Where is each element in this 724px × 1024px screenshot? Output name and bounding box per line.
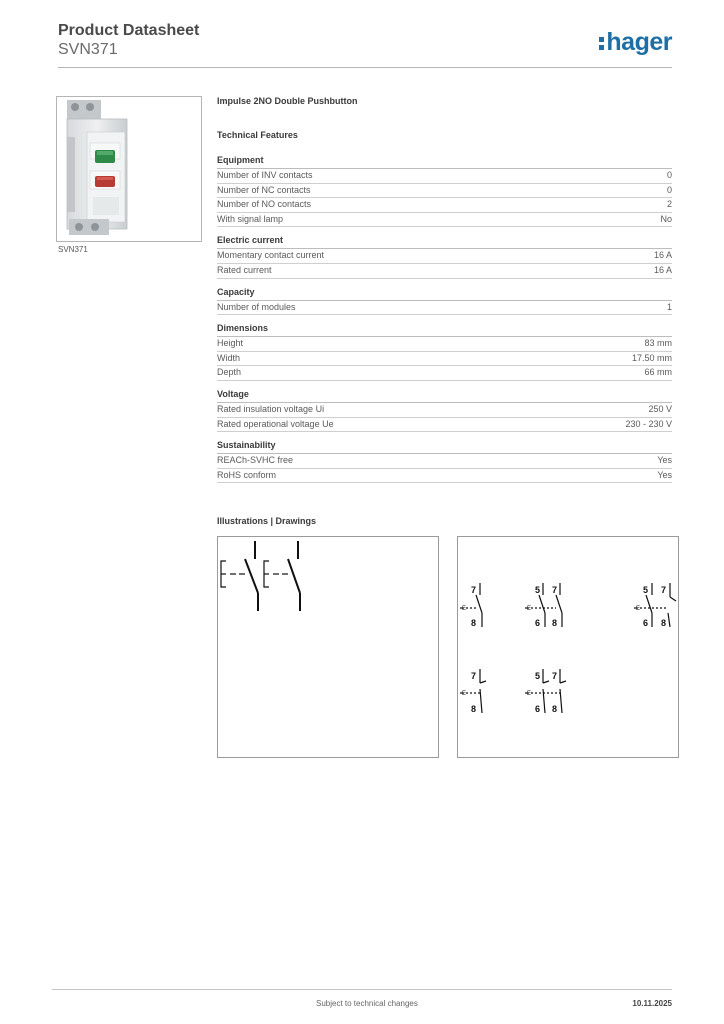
- feature-row: [217, 337, 672, 352]
- symbol-e-label: E: [527, 606, 532, 612]
- feature-value: 17.50 mm: [631, 352, 672, 363]
- feature-section: [217, 155, 672, 227]
- feature-row: [217, 184, 672, 199]
- feature-label: Number of INV contacts: [217, 170, 313, 180]
- contact-variants-drawing: [457, 536, 679, 758]
- terminal-5-label: 5: [535, 671, 541, 681]
- symbol-e-label: E: [527, 691, 532, 697]
- feature-label: Momentary contact current: [217, 250, 325, 261]
- feature-section: [217, 235, 672, 278]
- feature-section: [217, 440, 672, 483]
- feature-row: [217, 418, 672, 433]
- terminal-7-label: 7: [552, 671, 558, 681]
- feature-section: [217, 287, 672, 316]
- terminal-6-label: 6: [535, 704, 541, 714]
- symbol-e-label: E: [462, 606, 467, 612]
- terminal-8-label: 8: [471, 704, 477, 714]
- terminal-8-label: 8: [552, 618, 558, 628]
- footer-note: Subject to technical changes: [316, 999, 418, 1008]
- terminal-5-label: 5: [643, 585, 649, 595]
- feature-sections: [217, 155, 672, 483]
- brand-logo: [599, 28, 672, 57]
- feature-label: Width: [217, 352, 241, 363]
- feature-value: 1: [666, 301, 672, 312]
- technical-features-heading: Technical Features: [217, 130, 298, 140]
- document-title: Product Datasheet: [58, 22, 200, 39]
- feature-label: With signal lamp: [217, 213, 284, 224]
- feature-label: Rated operational voltage Ue: [217, 418, 334, 429]
- feature-label: Number of NC contacts: [217, 184, 311, 195]
- terminal-7-label: 7: [471, 671, 477, 681]
- page-header: [58, 22, 672, 68]
- feature-value: 250 V: [648, 403, 672, 414]
- feature-value: 230 - 230 V: [625, 418, 672, 429]
- feature-label: REACh-SVHC free: [217, 455, 294, 466]
- wiring-drawing-main: [217, 536, 439, 758]
- feature-value: No: [660, 213, 672, 224]
- terminal-5-label: 5: [535, 585, 541, 595]
- technical-features-panel: [217, 96, 672, 491]
- feature-value: 66 mm: [644, 367, 672, 378]
- section-title: Equipment: [217, 155, 672, 169]
- feature-value: 0: [666, 170, 672, 180]
- feature-row: [217, 264, 672, 279]
- symbol-e-label: E: [462, 691, 467, 697]
- terminal-7-label: 7: [471, 585, 477, 595]
- feature-value: 2: [666, 199, 672, 210]
- terminal-8-label: 8: [661, 618, 667, 628]
- section-title: Sustainability: [217, 440, 672, 454]
- feature-label: Depth: [217, 367, 242, 378]
- product-image: [56, 96, 202, 242]
- pushbutton-device-image: [57, 97, 201, 241]
- logo-colon-mark: [599, 35, 604, 51]
- feature-row: [217, 213, 672, 228]
- illustrations-heading: Illustrations | Drawings: [217, 516, 317, 526]
- feature-row: [217, 454, 672, 469]
- contact-configurations-diagram: [458, 537, 678, 757]
- terminal-8-label: 8: [471, 618, 477, 628]
- feature-row: [217, 469, 672, 484]
- feature-row: [217, 249, 672, 264]
- section-title: Voltage: [217, 389, 672, 403]
- feature-value: 16 A: [653, 264, 672, 275]
- feature-row: [217, 403, 672, 418]
- double-pushbutton-symbol: [218, 537, 438, 757]
- footer-date: 10.11.2025: [632, 999, 672, 1008]
- feature-value: 16 A: [653, 250, 672, 261]
- feature-label: Number of modules: [217, 301, 296, 312]
- logo-text: hager: [606, 28, 672, 56]
- feature-label: Rated current: [217, 264, 272, 275]
- feature-label: Number of NO contacts: [217, 199, 312, 210]
- product-reference: SVN371: [58, 41, 118, 58]
- feature-value: 83 mm: [644, 338, 672, 349]
- terminal-8-label: 8: [552, 704, 558, 714]
- terminal-7-label: 7: [661, 585, 667, 595]
- feature-label: RoHS conform: [217, 469, 277, 480]
- feature-label: Height: [217, 338, 244, 349]
- feature-section: [217, 323, 672, 381]
- terminal-6-label: 6: [535, 618, 541, 628]
- feature-value: Yes: [657, 455, 672, 466]
- product-description: Impulse 2NO Double Pushbutton: [217, 96, 358, 106]
- feature-row: [217, 169, 672, 184]
- feature-row: [217, 352, 672, 367]
- feature-section: [217, 389, 672, 432]
- section-title: Capacity: [217, 287, 672, 301]
- terminal-7-label: 7: [552, 585, 558, 595]
- section-title: Dimensions: [217, 323, 672, 337]
- feature-row: [217, 366, 672, 381]
- feature-row: [217, 198, 672, 213]
- feature-value: 0: [666, 184, 672, 195]
- section-title: Electric current: [217, 235, 672, 249]
- terminal-6-label: 6: [643, 618, 649, 628]
- feature-row: [217, 301, 672, 316]
- page-footer: [52, 989, 672, 1008]
- feature-label: Rated insulation voltage Ui: [217, 403, 325, 414]
- product-image-caption: SVN371: [58, 245, 88, 254]
- feature-value: Yes: [657, 469, 672, 480]
- symbol-e-label: E: [636, 606, 641, 612]
